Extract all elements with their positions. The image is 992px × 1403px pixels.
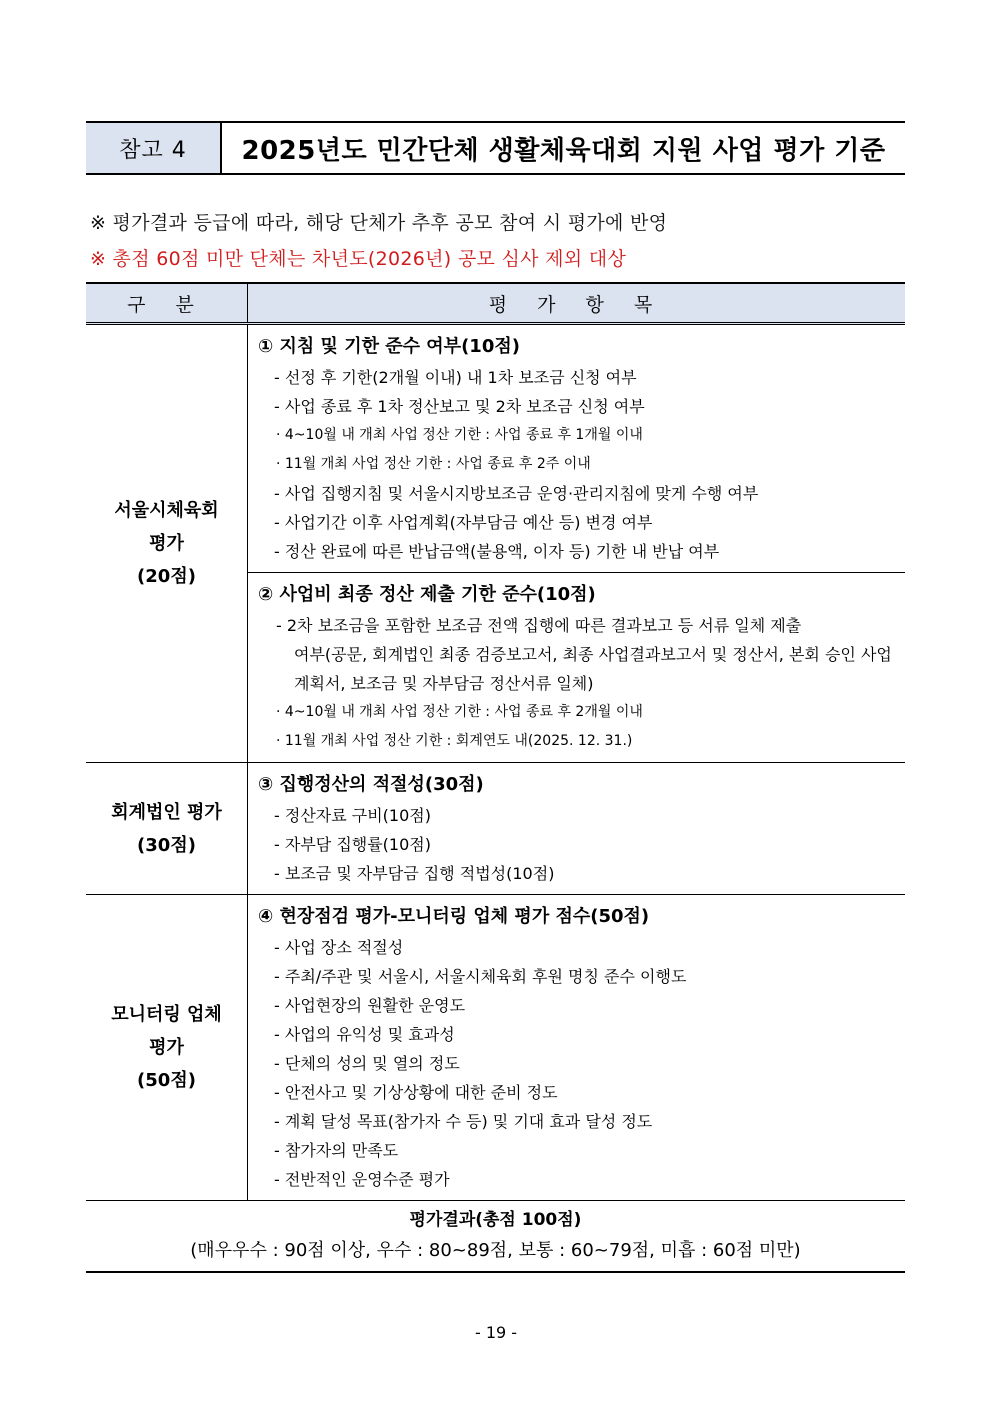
category-line: 평가 bbox=[149, 1037, 184, 1058]
criteria-subline: · 11월 개최 사업 정산 기한 : 사업 종료 후 2주 이내 bbox=[276, 456, 591, 472]
page-number: - 19 - bbox=[474, 1323, 518, 1342]
evaluation-table bbox=[86, 282, 905, 1273]
criteria-line: - 주최/주관 및 서울시, 서울시체육회 후원 명칭 준수 이행도 bbox=[274, 967, 687, 986]
note-exclusion-warning: ※ 총점 60점 미만 단체는 차년도(2026년) 공모 심사 제외 대상 bbox=[90, 248, 627, 270]
items-cell bbox=[248, 325, 905, 762]
criteria-heading: ② 사업비 최종 정산 제출 기한 준수(10점) bbox=[258, 584, 596, 605]
category-line: (50점) bbox=[137, 1070, 196, 1091]
items-cell bbox=[248, 895, 905, 1200]
table-header bbox=[86, 282, 905, 325]
criteria-paragraph bbox=[258, 611, 905, 698]
note-evaluation-reflection: ※ 평가결과 등급에 따라, 해당 단체가 추후 공모 참여 시 평가에 반영 bbox=[90, 212, 668, 234]
criteria-block bbox=[248, 763, 905, 894]
evaluation-summary bbox=[86, 1201, 905, 1273]
header-items: 평 가 항 목 bbox=[488, 293, 665, 316]
criteria-line: - 선정 후 기한(2개월 이내) 내 1차 보조금 신청 여부 bbox=[274, 368, 637, 387]
criteria-line: - 안전사고 및 기상상황에 대한 준비 정도 bbox=[274, 1083, 558, 1102]
criteria-heading: ① 지침 및 기한 준수 여부(10점) bbox=[258, 336, 520, 357]
criteria-line: - 사업 장소 적절성 bbox=[274, 938, 404, 957]
table-row bbox=[86, 895, 905, 1201]
criteria-line: - 보조금 및 자부담금 집행 적법성(10점) bbox=[274, 864, 555, 883]
category-line: (30점) bbox=[137, 834, 196, 856]
criteria-line: - 정산자료 구비(10점) bbox=[274, 806, 431, 825]
items-cell bbox=[248, 763, 905, 894]
category-line: 평가 bbox=[149, 533, 184, 554]
criteria-paragraph-rest: 여부(공문, 회계법인 최종 검증보고서, 최종 사업결과보고서 및 정산서, 본회 승인 사업계획서, 보조금 및 자부담금 정산서류 일체) bbox=[294, 645, 892, 693]
category-line: 회계법인 평가 bbox=[111, 801, 222, 823]
summary-grades: (매우우수 : 90점 이상, 우수 : 80~89점, 보통 : 60~79점, 미흡 : 60점 미만) bbox=[190, 1240, 801, 1261]
summary-title: 평가결과(총점 100점) bbox=[409, 1210, 582, 1230]
criteria-line: - 사업기간 이후 사업계획(자부담금 예산 등) 변경 여부 bbox=[274, 513, 653, 532]
criteria-line: - 참가자의 만족도 bbox=[274, 1141, 399, 1160]
category-line: 모니터링 업체 bbox=[111, 1004, 222, 1025]
criteria-line: - 계획 달성 목표(참가자 수 등) 및 기대 효과 달성 정도 bbox=[274, 1112, 653, 1131]
category-line: 서울시체육회 bbox=[114, 500, 219, 521]
reference-label: 참고 4 bbox=[86, 123, 222, 173]
category-cell bbox=[86, 325, 248, 762]
page-title: 2025년도 민간단체 생활체육대회 지원 사업 평가 기준 bbox=[241, 135, 886, 166]
table-row bbox=[86, 763, 905, 895]
criteria-line: - 전반적인 운영수준 평가 bbox=[274, 1170, 450, 1189]
criteria-line: - 사업현장의 원활한 운영도 bbox=[274, 996, 466, 1015]
criteria-subline: · 4~10월 내 개최 사업 정산 기한 : 사업 종료 후 1개월 이내 bbox=[276, 427, 643, 443]
criteria-heading: ③ 집행정산의 적절성(30점) bbox=[258, 774, 484, 795]
category-cell bbox=[86, 895, 248, 1200]
criteria-line: - 자부담 집행률(10점) bbox=[274, 835, 431, 854]
category-cell bbox=[86, 763, 248, 894]
title-bar bbox=[86, 121, 905, 175]
table-row bbox=[86, 325, 905, 763]
criteria-line: - 정산 완료에 따른 반납금액(불용액, 이자 등) 기한 내 반납 여부 bbox=[274, 542, 720, 561]
criteria-line: - 사업의 유익성 및 효과성 bbox=[274, 1025, 455, 1044]
criteria-subline: · 11월 개최 사업 정산 기한 : 회계연도 내(2025. 12. 31.) bbox=[276, 733, 633, 749]
criteria-block bbox=[248, 325, 905, 572]
criteria-block bbox=[248, 572, 905, 762]
criteria-heading: ④ 현장점검 평가-모니터링 업체 평가 점수(50점) bbox=[258, 906, 650, 927]
criteria-line: - 사업 종료 후 1차 정산보고 및 2차 보조금 신청 여부 bbox=[274, 397, 645, 416]
criteria-subline: · 4~10월 내 개최 사업 정산 기한 : 사업 종료 후 2개월 이내 bbox=[276, 704, 643, 720]
criteria-block bbox=[248, 895, 905, 1200]
header-category: 구 분 bbox=[86, 284, 248, 322]
criteria-line: - 단체의 성의 및 열의 정도 bbox=[274, 1054, 460, 1073]
category-line: (20점) bbox=[137, 566, 196, 587]
criteria-paragraph-first: - 2차 보조금을 포함한 보조금 전액 집행에 따른 결과보고 등 서류 일체 제출 bbox=[276, 616, 802, 635]
criteria-line: - 사업 집행지침 및 서울시지방보조금 운영·관리지침에 맞게 수행 여부 bbox=[274, 484, 759, 503]
